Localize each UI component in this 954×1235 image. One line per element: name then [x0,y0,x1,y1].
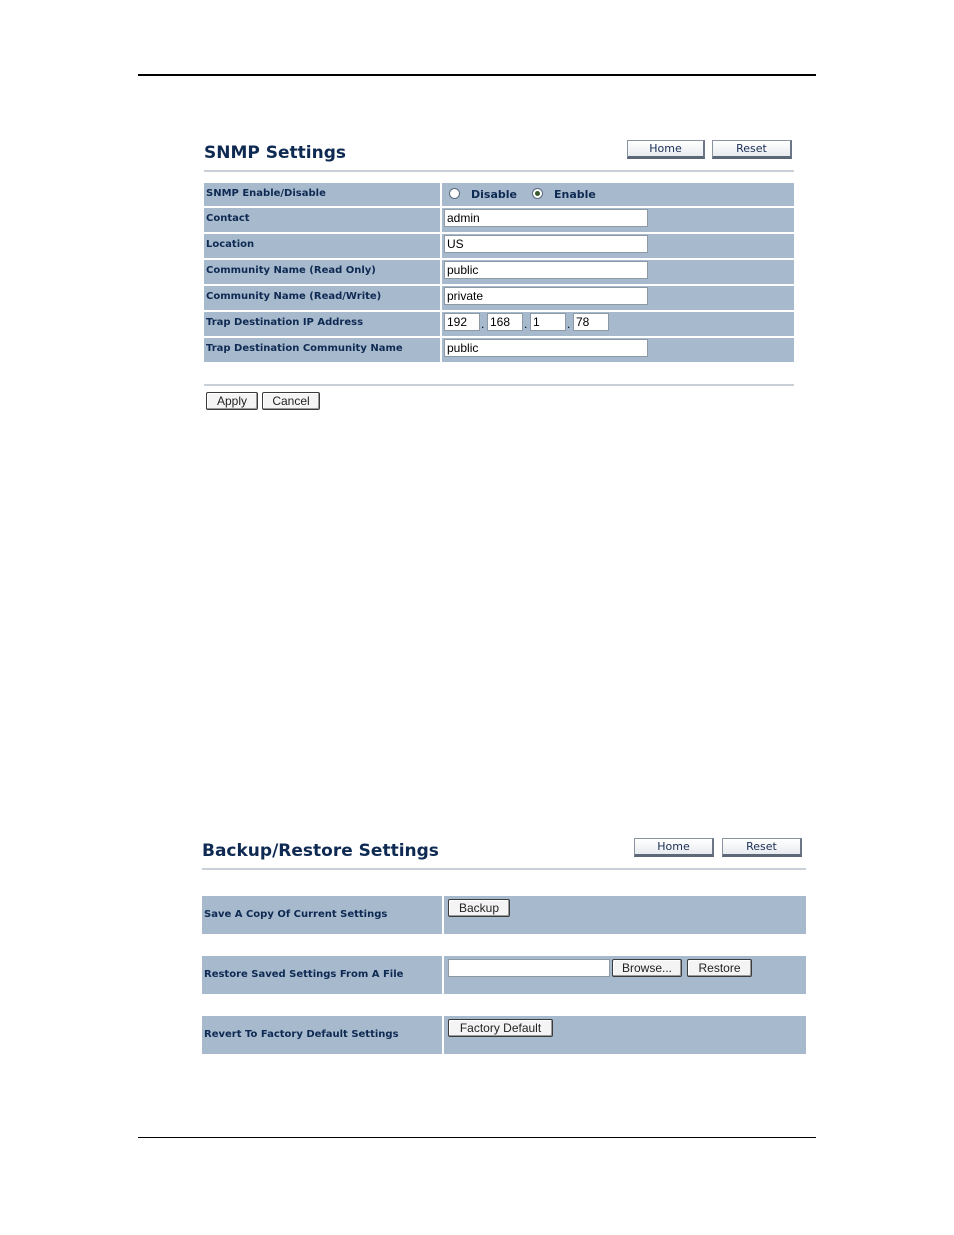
row-label: Trap Destination IP Address [206,317,364,328]
row-divider [442,956,444,994]
save-settings-row [202,896,806,934]
apply-button[interactable]: Apply [206,392,258,410]
backup-button[interactable]: Backup [448,899,510,917]
header-rule [204,170,794,172]
radio-selected-dot [535,191,540,196]
footer-rule [204,384,794,386]
header-rule [202,868,806,870]
community-read-only-row [204,260,794,284]
row-divider [440,208,442,232]
row-divider [440,312,442,336]
trap-ip-octet-2[interactable]: 168 [487,313,523,331]
row-label: Trap Destination Community Name [206,343,403,354]
disable-radio-label: Disable [471,188,517,201]
trap-ip-octet-3[interactable]: 1 [530,313,566,331]
snmp-enable-row [204,183,794,206]
location-row [204,234,794,258]
row-divider [440,338,442,362]
row-label: Community Name (Read/Write) [206,291,382,302]
snmp-title: SNMP Settings [204,143,347,163]
reset-button[interactable]: Reset [712,140,792,159]
home-button[interactable]: Home [627,140,705,159]
row-divider [440,286,442,310]
ip-dot: . [567,317,571,331]
row-label: Contact [206,213,250,224]
page-top-rule [138,74,816,76]
cancel-button[interactable]: Cancel [262,392,320,410]
restore-file-input[interactable] [448,959,610,977]
row-divider [440,183,442,206]
ip-dot: . [481,317,485,331]
factory-default-row [202,1016,806,1054]
row-label: Revert To Factory Default Settings [204,1029,399,1040]
row-label: Community Name (Read Only) [206,265,376,276]
page-bottom-rule [138,1137,816,1138]
trap-ip-octet-1[interactable]: 192 [444,313,480,331]
backup-restore-panel [202,834,806,1059]
row-divider [442,1016,444,1054]
reset-button[interactable]: Reset [722,838,802,857]
row-divider [440,234,442,258]
contact-row [204,208,794,232]
community-read-only-input[interactable]: public [444,261,648,279]
enable-radio-label: Enable [554,188,596,201]
row-label: Location [206,239,255,250]
ip-dot: . [524,317,528,331]
trap-ip-octet-4[interactable]: 78 [573,313,609,331]
trap-community-row [204,338,794,362]
row-label: SNMP Enable/Disable [206,188,326,199]
factory-default-button[interactable]: Factory Default [448,1019,553,1037]
contact-input[interactable]: admin [444,209,648,227]
community-read-write-input[interactable]: private [444,287,648,305]
trap-community-input[interactable]: public [444,339,648,357]
browse-button[interactable]: Browse... [612,959,682,977]
community-read-write-row [204,286,794,310]
row-divider [442,896,444,934]
row-label: Save A Copy Of Current Settings [204,909,388,920]
row-label: Restore Saved Settings From A File [204,969,404,980]
row-divider [440,260,442,284]
snmp-settings-panel [204,136,794,416]
trap-ip-row [204,312,794,336]
enable-radio[interactable] [532,188,543,199]
backup-restore-title: Backup/Restore Settings [202,841,439,861]
disable-radio[interactable] [449,188,460,199]
restore-settings-row [202,956,806,994]
home-button[interactable]: Home [634,838,714,857]
location-input[interactable]: US [444,235,648,253]
restore-button[interactable]: Restore [687,959,752,977]
